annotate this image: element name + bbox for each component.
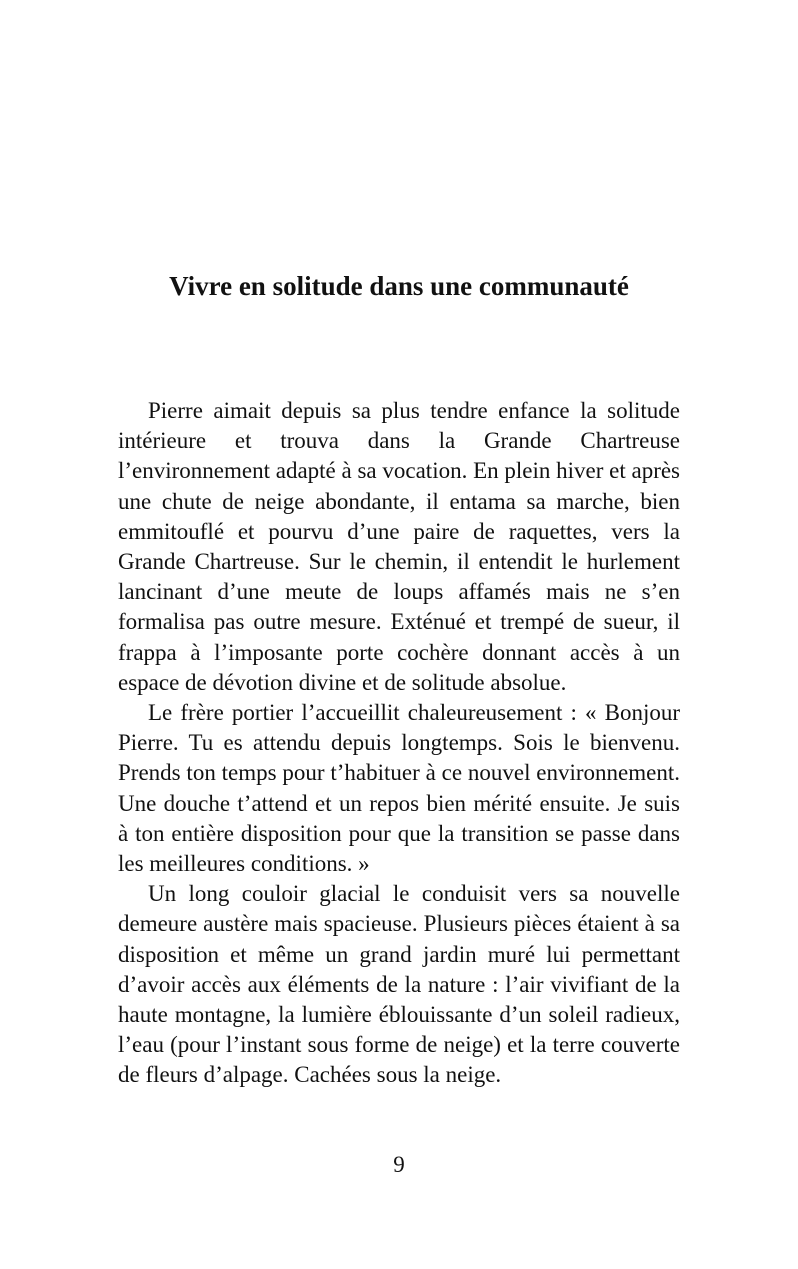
paragraph: Le frère portier l’accueillit chaleureusement : « Bonjour Pierre. Tu es attendu depuis longtemps. Sois le bienvenu. Prends ton temps pour t’habituer à ce nouvel environnement. Une douche t’attend et un repos bien mérité ensuite. Je suis à ton entière disposition pour que la transition se passe dans les meilleures conditions. »	[118, 700, 680, 877]
page-number: 9	[393, 1152, 405, 1177]
paragraph: Pierre aimait depuis sa plus tendre enfance la solitude intérieure et trouva dans la Grande Chartreuse l’environnement adapté à sa vocation. En plein hiver et après une chute de neige abondante, il entama sa marche, bien emmitouflé et pourvu d’une paire de raquettes, vers la Grande Chartreuse. Sur le chemin, il entendit le hurlement lancinant d’une meute de loups affamés mais ne s’en formalisa pas outre mesure. Exténué et trempé de sueur, il frappa à l’imposante porte cochère donnant accès à un espace de dévotion divine et de solitude absolue.	[118, 398, 681, 695]
chapter-body	[118, 396, 680, 1091]
paragraph: Un long couloir glacial le conduisit vers sa nouvelle demeure austère mais spacieuse. Plusieurs pièces étaient à sa disposition et même un grand jardin muré lui permettant d’avoir accès aux éléments de la nature : l’air vivifiant de la haute montagne, la lumière éblouissante d’un soleil radieux, l’eau (pour l’instant sous forme de neige) et la terre couverte de fleurs d’alpage. Cachées sous la neige.	[118, 881, 680, 1088]
chapter-title: Vivre en solitude dans une communauté	[169, 271, 629, 301]
